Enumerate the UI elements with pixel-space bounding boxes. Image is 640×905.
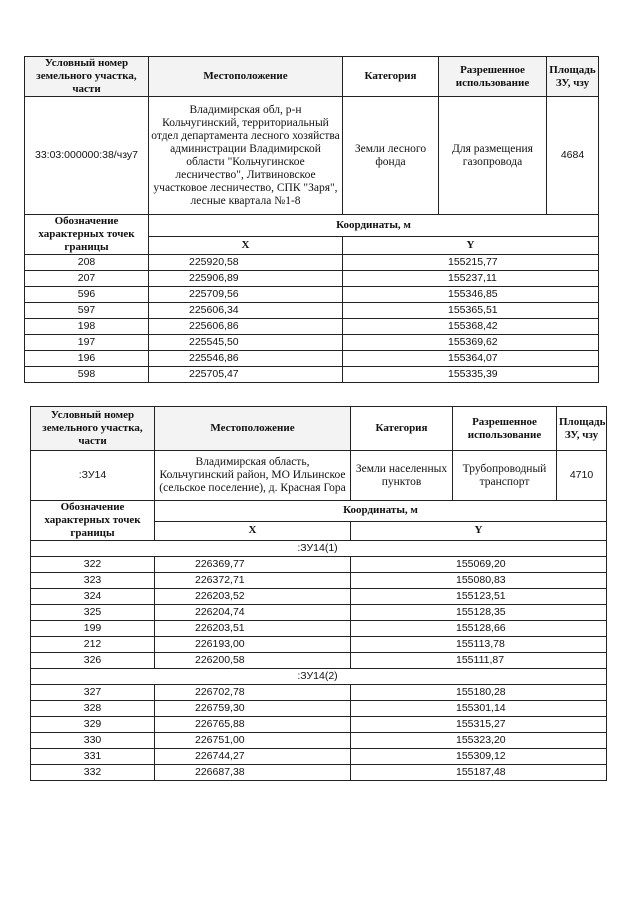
plot-id: :ЗУ14 bbox=[31, 451, 155, 501]
coordinate-row bbox=[31, 765, 607, 781]
coordinate-row bbox=[31, 685, 607, 701]
x-coordinate: 226759,30 bbox=[155, 701, 351, 717]
y-coordinate: 155301,14 bbox=[351, 701, 607, 717]
land-plot-table-1 bbox=[24, 56, 599, 383]
x-coordinate: 225920,58 bbox=[149, 255, 343, 271]
header-points: Обозначение характерных точек границы bbox=[31, 501, 155, 541]
x-coordinate: 225705,47 bbox=[149, 367, 343, 383]
plot-category: Земли лесного фонда bbox=[343, 97, 439, 215]
header-usage: Разрешенное использование bbox=[439, 57, 547, 97]
x-coordinate: 226204,74 bbox=[155, 605, 351, 621]
header-x: X bbox=[149, 237, 343, 255]
header-category: Категория bbox=[351, 407, 453, 451]
header-area: Площадь ЗУ, чзу bbox=[547, 57, 599, 97]
x-coordinate: 226687,38 bbox=[155, 765, 351, 781]
header-location: Местоположение bbox=[149, 57, 343, 97]
x-coordinate: 225545,50 bbox=[149, 335, 343, 351]
plot-usage: Трубопроводный транспорт bbox=[453, 451, 557, 501]
point-id: 328 bbox=[31, 701, 155, 717]
point-id: 326 bbox=[31, 653, 155, 669]
point-id: 322 bbox=[31, 557, 155, 573]
coordinate-row bbox=[25, 335, 599, 351]
coordinates-body-2 bbox=[31, 541, 607, 781]
point-id: 327 bbox=[31, 685, 155, 701]
plot-location: Владимирская обл, р-н Кольчугинский, территориальный отдел департамента лесного хозяйства администрации Владимирской области "Кольчугинское лесничество", Литвиновское участковое лесничество, СПК "Заря", лесные квартала №1-8 bbox=[149, 97, 343, 215]
coordinates-body-1 bbox=[25, 255, 599, 383]
coordinate-row bbox=[25, 319, 599, 335]
coordinate-row bbox=[31, 653, 607, 669]
x-coordinate: 225546,86 bbox=[149, 351, 343, 367]
point-id: 324 bbox=[31, 589, 155, 605]
y-coordinate: 155364,07 bbox=[343, 351, 599, 367]
x-coordinate: 226751,00 bbox=[155, 733, 351, 749]
coordinate-row bbox=[25, 287, 599, 303]
point-id: 598 bbox=[25, 367, 149, 383]
header-y: Y bbox=[351, 521, 607, 540]
point-id: 198 bbox=[25, 319, 149, 335]
header-cadastral: Условный номер земельного участка, части bbox=[25, 57, 149, 97]
plot-category: Земли населенных пунктов bbox=[351, 451, 453, 501]
y-coordinate: 155069,20 bbox=[351, 557, 607, 573]
plot-area: 4710 bbox=[557, 451, 607, 501]
y-coordinate: 155323,20 bbox=[351, 733, 607, 749]
point-id: 330 bbox=[31, 733, 155, 749]
coordinate-row bbox=[25, 367, 599, 383]
plot-area: 4684 bbox=[547, 97, 599, 215]
y-coordinate: 155128,66 bbox=[351, 621, 607, 637]
header-category: Категория bbox=[343, 57, 439, 97]
x-coordinate: 226200,58 bbox=[155, 653, 351, 669]
plot-usage: Для размещения газопровода bbox=[439, 97, 547, 215]
coordinate-row bbox=[25, 303, 599, 319]
section-row bbox=[31, 541, 607, 557]
section-label: :ЗУ14(2) bbox=[31, 669, 607, 685]
x-coordinate: 226765,88 bbox=[155, 717, 351, 733]
coordinate-row bbox=[31, 573, 607, 589]
header-usage: Разрешенное использование bbox=[453, 407, 557, 451]
header-area: Площадь ЗУ, чзу bbox=[557, 407, 607, 451]
point-id: 331 bbox=[31, 749, 155, 765]
y-coordinate: 155237,11 bbox=[343, 271, 599, 287]
y-coordinate: 155180,28 bbox=[351, 685, 607, 701]
x-coordinate: 226744,27 bbox=[155, 749, 351, 765]
y-coordinate: 155365,51 bbox=[343, 303, 599, 319]
x-coordinate: 226203,51 bbox=[155, 621, 351, 637]
point-id: 212 bbox=[31, 637, 155, 653]
point-id: 197 bbox=[25, 335, 149, 351]
header-y: Y bbox=[343, 237, 599, 255]
coordinate-row bbox=[31, 557, 607, 573]
section-row bbox=[31, 669, 607, 685]
point-id: 329 bbox=[31, 717, 155, 733]
coordinate-row bbox=[31, 605, 607, 621]
point-id: 325 bbox=[31, 605, 155, 621]
header-points: Обозначение характерных точек границы bbox=[25, 215, 149, 255]
coordinate-row bbox=[31, 621, 607, 637]
y-coordinate: 155128,35 bbox=[351, 605, 607, 621]
header-cadastral: Условный номер земельного участка, части bbox=[31, 407, 155, 451]
y-coordinate: 155335,39 bbox=[343, 367, 599, 383]
coordinate-row bbox=[25, 271, 599, 287]
y-coordinate: 155346,85 bbox=[343, 287, 599, 303]
coordinate-row bbox=[31, 589, 607, 605]
x-coordinate: 226193,00 bbox=[155, 637, 351, 653]
point-id: 207 bbox=[25, 271, 149, 287]
x-coordinate: 226369,77 bbox=[155, 557, 351, 573]
x-coordinate: 225709,56 bbox=[149, 287, 343, 303]
land-plot-table-2 bbox=[30, 406, 607, 781]
coordinate-row bbox=[31, 749, 607, 765]
coordinate-row bbox=[31, 701, 607, 717]
coordinate-row bbox=[31, 717, 607, 733]
point-id: 332 bbox=[31, 765, 155, 781]
point-id: 323 bbox=[31, 573, 155, 589]
point-id: 196 bbox=[25, 351, 149, 367]
section-label: :ЗУ14(1) bbox=[31, 541, 607, 557]
header-location: Местоположение bbox=[155, 407, 351, 451]
x-coordinate: 226203,52 bbox=[155, 589, 351, 605]
coordinate-row bbox=[25, 351, 599, 367]
y-coordinate: 155111,87 bbox=[351, 653, 607, 669]
point-id: 596 bbox=[25, 287, 149, 303]
header-coords: Координаты, м bbox=[149, 215, 599, 237]
y-coordinate: 155315,27 bbox=[351, 717, 607, 733]
y-coordinate: 155187,48 bbox=[351, 765, 607, 781]
y-coordinate: 155368,42 bbox=[343, 319, 599, 335]
point-id: 199 bbox=[31, 621, 155, 637]
x-coordinate: 225906,89 bbox=[149, 271, 343, 287]
coordinate-row bbox=[31, 733, 607, 749]
x-coordinate: 225606,34 bbox=[149, 303, 343, 319]
x-coordinate: 225606,86 bbox=[149, 319, 343, 335]
y-coordinate: 155309,12 bbox=[351, 749, 607, 765]
y-coordinate: 155369,62 bbox=[343, 335, 599, 351]
header-coords: Координаты, м bbox=[155, 501, 607, 522]
y-coordinate: 155080,83 bbox=[351, 573, 607, 589]
point-id: 208 bbox=[25, 255, 149, 271]
x-coordinate: 226702,78 bbox=[155, 685, 351, 701]
plot-id: 33:03:000000:38/чзу7 bbox=[25, 97, 149, 215]
header-x: X bbox=[155, 521, 351, 540]
point-id: 597 bbox=[25, 303, 149, 319]
plot-location: Владимирская область, Кольчугинский район, МО Ильинское (сельское поселение), д. Красная Гора bbox=[155, 451, 351, 501]
coordinate-row bbox=[31, 637, 607, 653]
y-coordinate: 155215,77 bbox=[343, 255, 599, 271]
y-coordinate: 155113,78 bbox=[351, 637, 607, 653]
x-coordinate: 226372,71 bbox=[155, 573, 351, 589]
y-coordinate: 155123,51 bbox=[351, 589, 607, 605]
coordinate-row bbox=[25, 255, 599, 271]
